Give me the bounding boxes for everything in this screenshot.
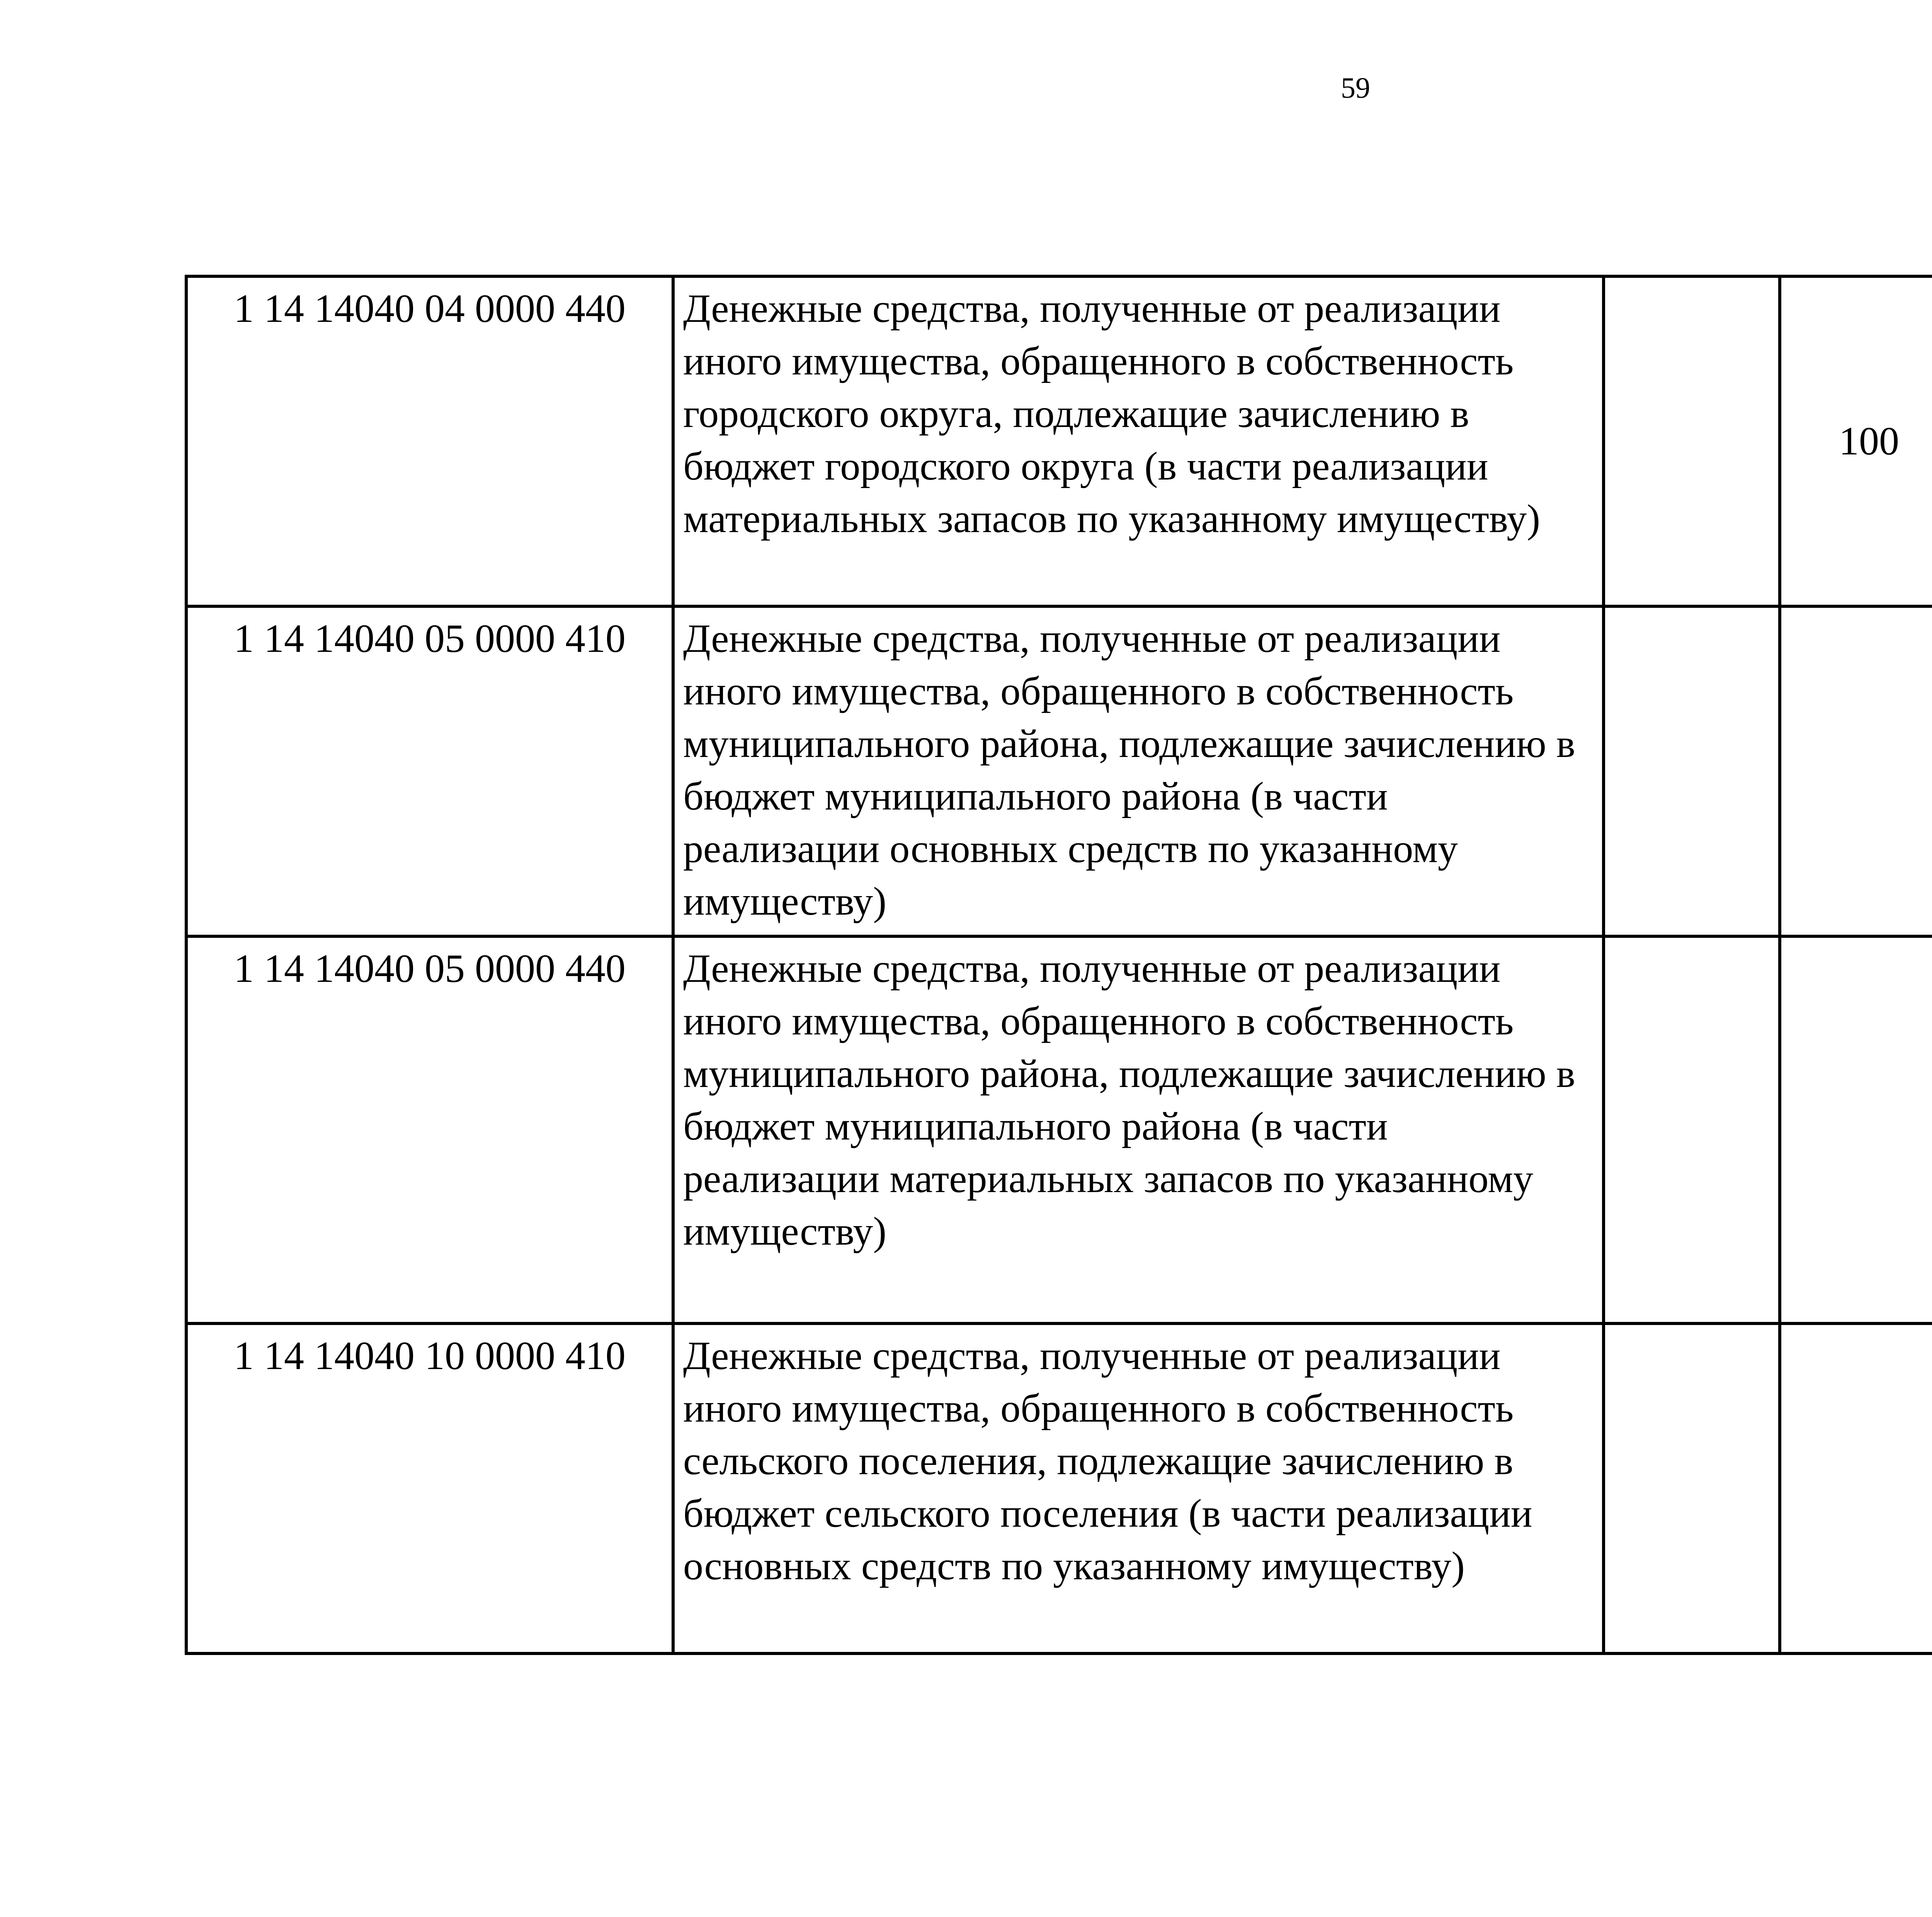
revenue-description-cell: Денежные средства, полученные от реализации иного имущества, обращенного в собственность сельского поселения, подлежащие зачислению в бюджет сельского поселения (в части реализации основных средств по указанному имуществу) xyxy=(673,1323,1604,1653)
value-cell-2 xyxy=(1780,1323,1932,1653)
revenue-code-cell: 1 14 14040 10 0000 410 xyxy=(186,1323,673,1653)
table-row xyxy=(186,276,1932,606)
revenue-description-cell: Денежные средства, полученные от реализации иного имущества, обращенного в собственность городского округа, подлежащие зачислению в бюджет городского округа (в части реализации материальных запасов по указанному имуществу) xyxy=(673,276,1604,606)
revenue-description-cell: Денежные средства, полученные от реализации иного имущества, обращенного в собственность муниципального района, подлежащие зачислению в бюджет муниципального района (в части реализации основных средств по указанному имуществу) xyxy=(673,606,1604,936)
revenue-code-cell: 1 14 14040 05 0000 440 xyxy=(186,936,673,1323)
table-row xyxy=(186,936,1932,1323)
page-number: 59 xyxy=(1341,72,1370,104)
value-cell-2 xyxy=(1780,936,1932,1323)
budget-revenue-table xyxy=(185,275,1932,1655)
table-row xyxy=(186,1323,1932,1653)
value-cell-1 xyxy=(1604,936,1780,1323)
value-cell-2: 100 xyxy=(1780,276,1932,606)
value-cell-2 xyxy=(1780,606,1932,936)
revenue-code-cell: 1 14 14040 04 0000 440 xyxy=(186,276,673,606)
revenue-description-cell: Денежные средства, полученные от реализации иного имущества, обращенного в собственность муниципального района, подлежащие зачислению в бюджет муниципального района (в части реализации материальных запасов по указанному имуществу) xyxy=(673,936,1604,1323)
revenue-code-cell: 1 14 14040 05 0000 410 xyxy=(186,606,673,936)
value-cell-1 xyxy=(1604,606,1780,936)
value-cell-1 xyxy=(1604,276,1780,606)
table-row xyxy=(186,606,1932,936)
value-cell-1 xyxy=(1604,1323,1780,1653)
